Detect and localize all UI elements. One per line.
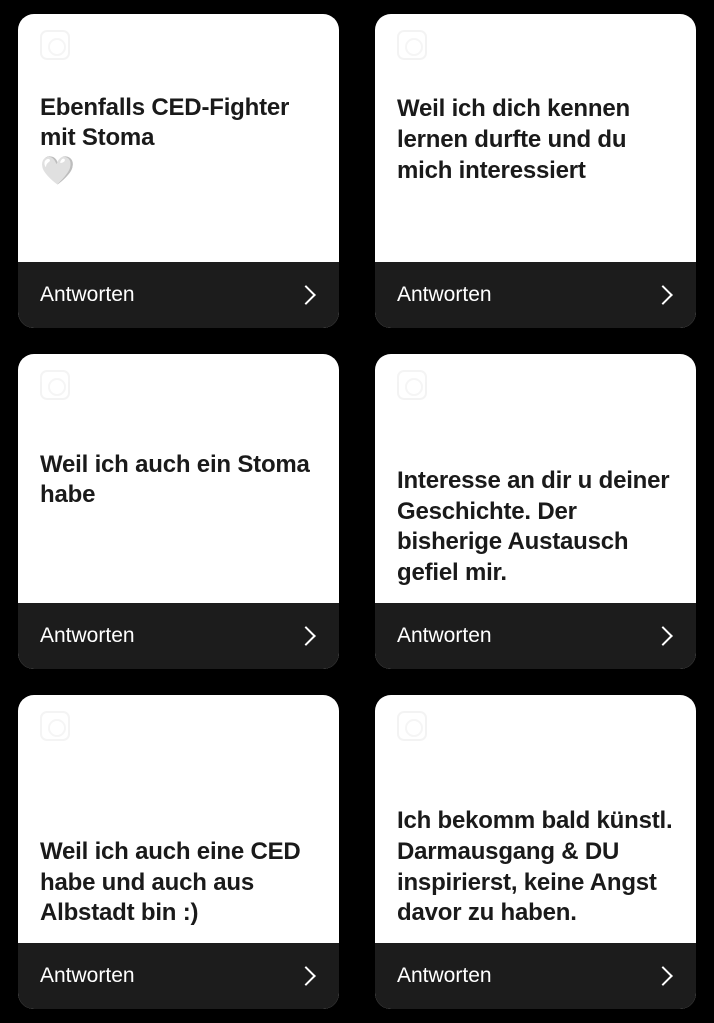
chevron-right-icon[interactable] [652, 284, 674, 306]
question-sticker-icon [397, 370, 427, 400]
chevron-right-icon[interactable] [295, 965, 317, 987]
reply-card[interactable] [18, 14, 339, 328]
reply-footer[interactable] [18, 943, 339, 1009]
reply-button-label: Antworten [40, 283, 135, 307]
reply-card-text: Interesse an dir u deiner Geschichte. Der bisherige Austausch gefiel mir. [397, 466, 670, 586]
chevron-right-icon[interactable] [652, 965, 674, 987]
question-sticker-icon [40, 30, 70, 60]
reply-card[interactable] [375, 354, 696, 668]
question-sticker-icon [40, 711, 70, 741]
reply-footer[interactable] [375, 943, 696, 1009]
reply-card-text: Weil ich auch ein Stoma habe [40, 450, 310, 509]
reply-card[interactable] [375, 695, 696, 1009]
reply-card[interactable] [18, 695, 339, 1009]
reply-text: Ebenfalls CED-Fighter mit Stoma [40, 93, 290, 152]
reply-button-label: Antworten [397, 283, 492, 307]
reply-card[interactable] [375, 14, 696, 328]
reply-footer[interactable] [375, 603, 696, 669]
chevron-right-icon[interactable] [295, 625, 317, 647]
chevron-right-icon[interactable] [295, 284, 317, 306]
reply-card-text: Ich bekomm bald künstl. Darmausgang & DU inspirierst, keine Angst davor zu haben. [397, 807, 673, 927]
reply-card-text: Weil ich dich kennen lernen durfte und du mich interessiert [397, 95, 630, 184]
reply-card-text [40, 93, 317, 188]
heart-emoji-icon: 🤍 [40, 155, 75, 187]
reply-footer[interactable] [375, 262, 696, 328]
reply-button-label: Antworten [397, 623, 492, 647]
reply-card[interactable] [18, 354, 339, 668]
reply-button-label: Antworten [40, 623, 135, 647]
reply-button-label: Antworten [40, 964, 135, 987]
question-sticker-icon [40, 370, 70, 400]
question-sticker-icon [397, 711, 427, 741]
reply-card-text: Weil ich auch eine CED habe und auch aus Albstadt bin :) [40, 837, 301, 927]
chevron-right-icon[interactable] [652, 625, 674, 647]
reply-footer[interactable] [18, 262, 339, 328]
reply-footer[interactable] [18, 603, 339, 669]
question-sticker-icon [397, 30, 427, 60]
reply-button-label: Antworten [397, 964, 492, 987]
